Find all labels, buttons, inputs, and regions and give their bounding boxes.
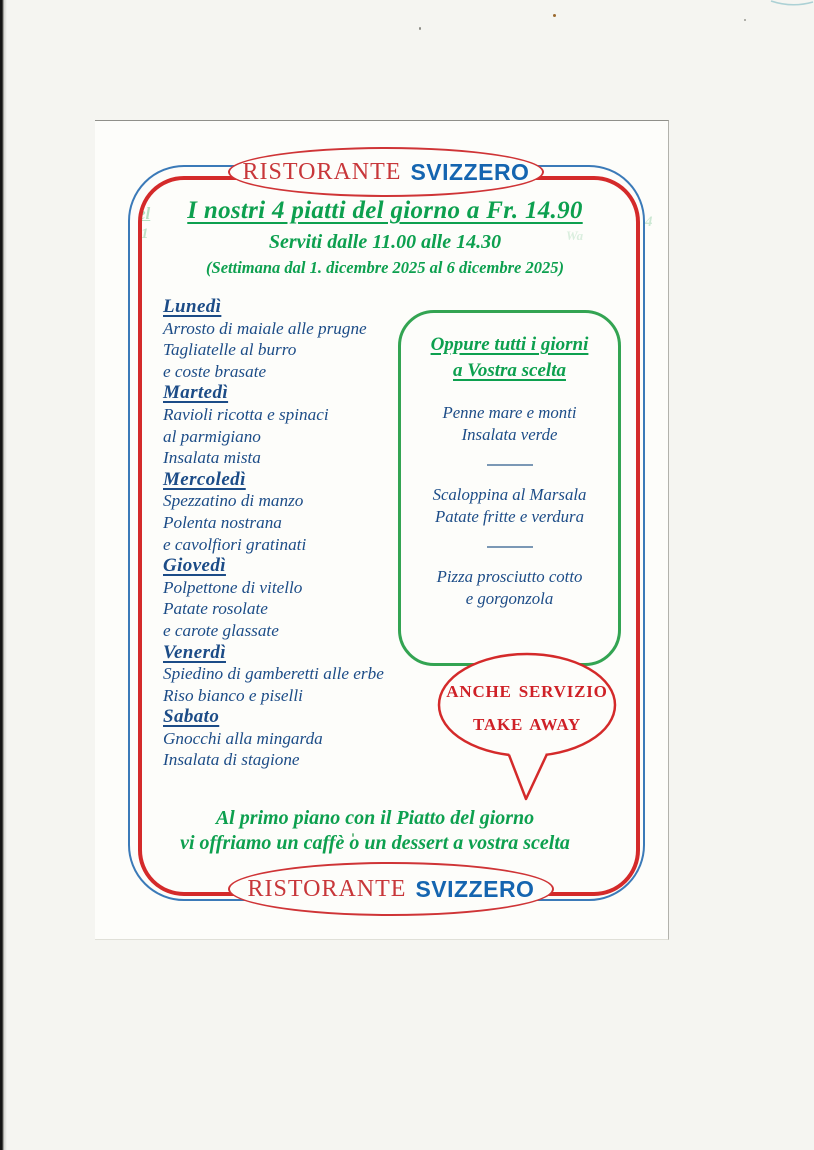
dish: Gnocchi alla mingarda xyxy=(163,728,323,748)
scan-artifact-ghost-text: 1 xyxy=(141,226,149,242)
dish: Arrosto di maiale alle prugne xyxy=(163,318,367,338)
menu-day-wednesday xyxy=(163,469,425,555)
footer-note-line1: Al primo piano con il Piatto del giorno xyxy=(215,807,535,829)
footer-note-line2: vi offriamo un caffè o un dessert a vostra scelta xyxy=(180,832,570,854)
day-name: Mercoledì xyxy=(163,468,246,490)
scanner-edge-shadow xyxy=(0,0,7,1150)
dish: Insalata mista xyxy=(163,448,261,468)
daily-box-title-line1: Oppure tutti i giorni xyxy=(430,334,589,355)
restaurant-name-blue: SVIZZERO xyxy=(410,158,530,185)
dish: Tagliatelle al burro xyxy=(163,340,297,360)
restaurant-name-red: RISTORANTE xyxy=(242,158,402,185)
dish: Riso bianco e piselli xyxy=(163,685,303,705)
menu-day-thursday xyxy=(163,555,425,641)
option-divider xyxy=(487,464,533,466)
footer-promo-note xyxy=(125,806,625,856)
dish: Polenta nostrana xyxy=(163,512,282,532)
day-name: Sabato xyxy=(163,706,220,728)
dish: Insalata di stagione xyxy=(163,750,300,770)
day-name: Giovedì xyxy=(163,555,226,577)
menu-day-saturday xyxy=(163,706,425,771)
day-name: Lunedì xyxy=(163,296,222,317)
menu-day-tuesday xyxy=(163,382,425,468)
option-divider xyxy=(487,546,533,548)
scan-artifact-speck xyxy=(419,27,421,30)
restaurant-name-oval-bottom xyxy=(228,862,554,916)
weekly-menu-list xyxy=(163,296,425,771)
scan-artifact-ghost-text: Wa xyxy=(566,228,584,243)
daily-option: Scaloppina al Marsala xyxy=(432,485,587,504)
restaurant-name-oval-top xyxy=(228,147,544,197)
daily-option: Insalata verde xyxy=(461,425,558,444)
dish: Patate rosolate xyxy=(163,599,268,619)
scan-artifact-ghost-text: el xyxy=(138,204,151,223)
dish: e cavolfiori gratinati xyxy=(163,534,307,554)
dish: e carote glassate xyxy=(163,620,279,640)
scan-artifact-corner-arc xyxy=(770,0,814,8)
daily-box-title-line2: a Vostra scelta xyxy=(453,360,566,381)
daily-option: Patate fritte e verdura xyxy=(435,507,584,526)
take-away-text-line1: ANCHE SERVIZIO xyxy=(446,682,608,701)
daily-choices-content xyxy=(398,310,621,610)
dish: Ravioli ricotta e spinaci xyxy=(163,404,329,424)
daily-option: Pizza prosciutto cotto xyxy=(436,567,583,586)
restaurant-name-red: RISTORANTE xyxy=(247,875,407,902)
daily-option: Penne mare e monti xyxy=(442,403,577,422)
dish: e coste brasate xyxy=(163,361,267,381)
menu-day-monday xyxy=(163,296,425,382)
day-name: Martedì xyxy=(163,382,229,404)
menu-header xyxy=(140,197,630,278)
daily-option: e gorgonzola xyxy=(465,589,554,608)
serving-hours: Serviti dalle 11.00 alle 14.30 xyxy=(268,231,502,253)
take-away-text-line2: TAKE AWAY xyxy=(473,715,581,734)
scan-artifact-speck xyxy=(744,19,746,21)
dish: Spezzatino di manzo xyxy=(163,491,304,511)
week-validity-note: (Settimana dal 1. dicembre 2025 al 6 dicembre 2025) xyxy=(206,258,564,277)
scan-artifact-ghost-text: 4 xyxy=(645,214,653,230)
scan-artifact-speck xyxy=(553,14,556,17)
menu-title: I nostri 4 piatti del giorno a Fr. 14.90 xyxy=(187,197,583,224)
dish: Spiedino di gamberetti alle erbe xyxy=(163,664,384,684)
menu-day-friday xyxy=(163,642,425,707)
dish: al parmigiano xyxy=(163,426,261,446)
day-name: Venerdì xyxy=(163,641,226,663)
restaurant-name-blue: SVIZZERO xyxy=(415,875,535,902)
dish: Polpettone di vitello xyxy=(163,577,303,597)
